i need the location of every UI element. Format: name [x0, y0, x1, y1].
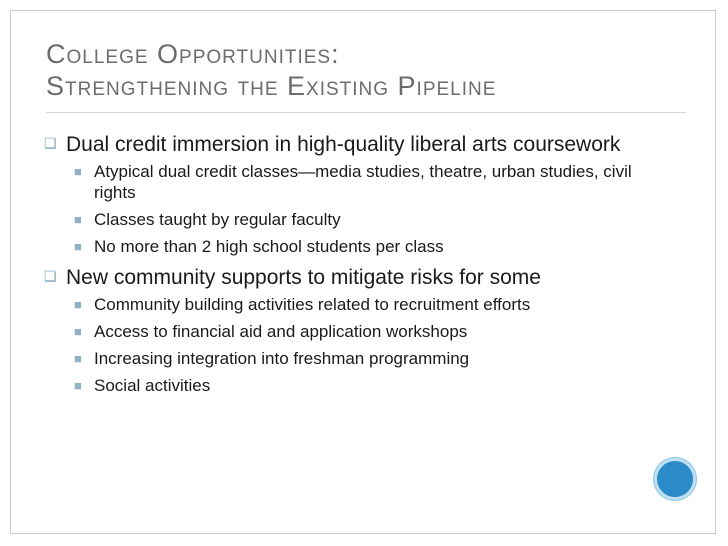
square-bullet-icon: ■: [74, 324, 82, 339]
sub-bullet-text: Classes taught by regular faculty: [94, 210, 341, 229]
square-bullet-icon: ■: [74, 212, 82, 227]
sub-bullet-item: [44, 375, 644, 396]
bullet-list: [44, 132, 644, 396]
bullet-text: Dual credit immersion in high-quality liberal arts coursework: [66, 133, 621, 156]
slide-title: [46, 38, 496, 102]
sub-bullet-text: Access to financial aid and application workshops: [94, 322, 468, 341]
sub-bullet-item: [44, 209, 644, 230]
bullet-item-2: [44, 265, 644, 290]
square-bullet-icon: ❑: [44, 135, 57, 151]
sub-bullet-text: Atypical dual credit classes—media studies, theatre, urban studies, civil rights: [94, 162, 632, 202]
title-divider: [46, 112, 686, 113]
square-bullet-icon: ■: [74, 351, 82, 366]
square-bullet-icon: ■: [74, 378, 82, 393]
bullet-text: New community supports to mitigate risks for some: [66, 266, 541, 289]
sub-bullet-text: No more than 2 high school students per class: [94, 237, 444, 256]
bullet-item-1: [44, 132, 644, 157]
sub-bullet-text: Increasing integration into freshman programming: [94, 349, 470, 368]
title-line-2: Strengthening the Existing Pipeline: [46, 71, 497, 101]
square-bullet-icon: ■: [74, 164, 82, 179]
sub-bullet-text: Community building activities related to recruitment efforts: [94, 295, 531, 314]
sub-bullet-text: Social activities: [94, 376, 211, 395]
sub-bullet-item: [44, 294, 644, 315]
square-bullet-icon: ❑: [44, 268, 57, 284]
title-line-1: College Opportunities:: [46, 39, 340, 69]
decorative-circle: [654, 458, 696, 500]
sub-bullet-item: [44, 321, 644, 342]
sub-bullet-item: [44, 236, 644, 257]
square-bullet-icon: ■: [74, 297, 82, 312]
square-bullet-icon: ■: [74, 239, 82, 254]
sub-bullet-item: [44, 348, 644, 369]
sub-bullet-item: [44, 161, 644, 203]
